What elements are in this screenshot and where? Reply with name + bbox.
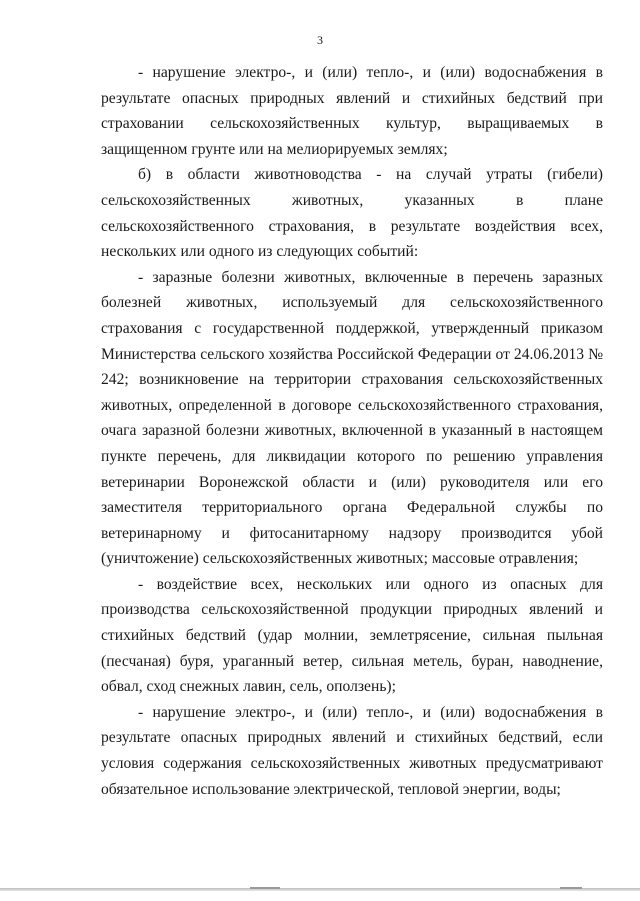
scan-artifact (560, 887, 582, 889)
paragraph-contagious-diseases: - заразные болезни животных, включенные в перечень заразных болезней животных, используемый для сельскохозяйственного страхования с государственной поддержкой, утвержденный приказом Министерства сельского хозяйства Российской Федерации от 24.06.2013 № 242; возникновение на территории страхования сельскохозяйственных животных, определенной в договоре сельскохозяйственного страхования, очага заразной болезни животных, включенной в указанный в настоящем пункте перечень, для ликвидации которого по решению управления ветеринарии Воронежской области и (или) руководителя или его заместителя территориального органа Федеральной службы по ветеринарному и фитосанитарному надзору производится убой (уничтожение) сельскохозяйственных животных; массовые отравления; (101, 268, 603, 568)
page-number: 3 (317, 33, 323, 47)
document-body (101, 60, 603, 802)
paragraph-natural-hazards: - воздействие всех, нескольких или одного из опасных для производства сельскохозяйственной продукции природных явлений и стихийных бедствий (удар молнии, землетрясение, сильная пыльная (песчаная) буря, ураганный ветер, сильная метель, буран, наводнение, обвал, сход снежных лавин, сель, оползень); (101, 575, 603, 696)
paragraph-power-supply-livestock: - нарушение электро-, и (или) тепло-, и (или) водоснабжения в результате опасных природных явлений и стихийных бедствий, если условия содержания сельскохозяйственных животных предусматривают обязательное использование электрической, тепловой энергии, воды; (101, 703, 603, 798)
scan-artifact (250, 887, 280, 889)
scan-bottom-edge (0, 888, 640, 891)
paragraph-power-supply-crops: - нарушение электро-, и (или) тепло-, и (или) водоснабжения в результате опасных природных явлений и стихийных бедствий при страховании сельскохозяйственных культур, выращиваемых в защищенном грунте или на мелиорируемых землях; (101, 64, 603, 158)
paragraph-livestock: б) в области животноводства - на случай утраты (гибели) сельскохозяйственных животных, указанных в плане сельскохозяйственного страхования, в результате воздействия всех, нескольких или одного из следующих событий: (101, 166, 603, 261)
